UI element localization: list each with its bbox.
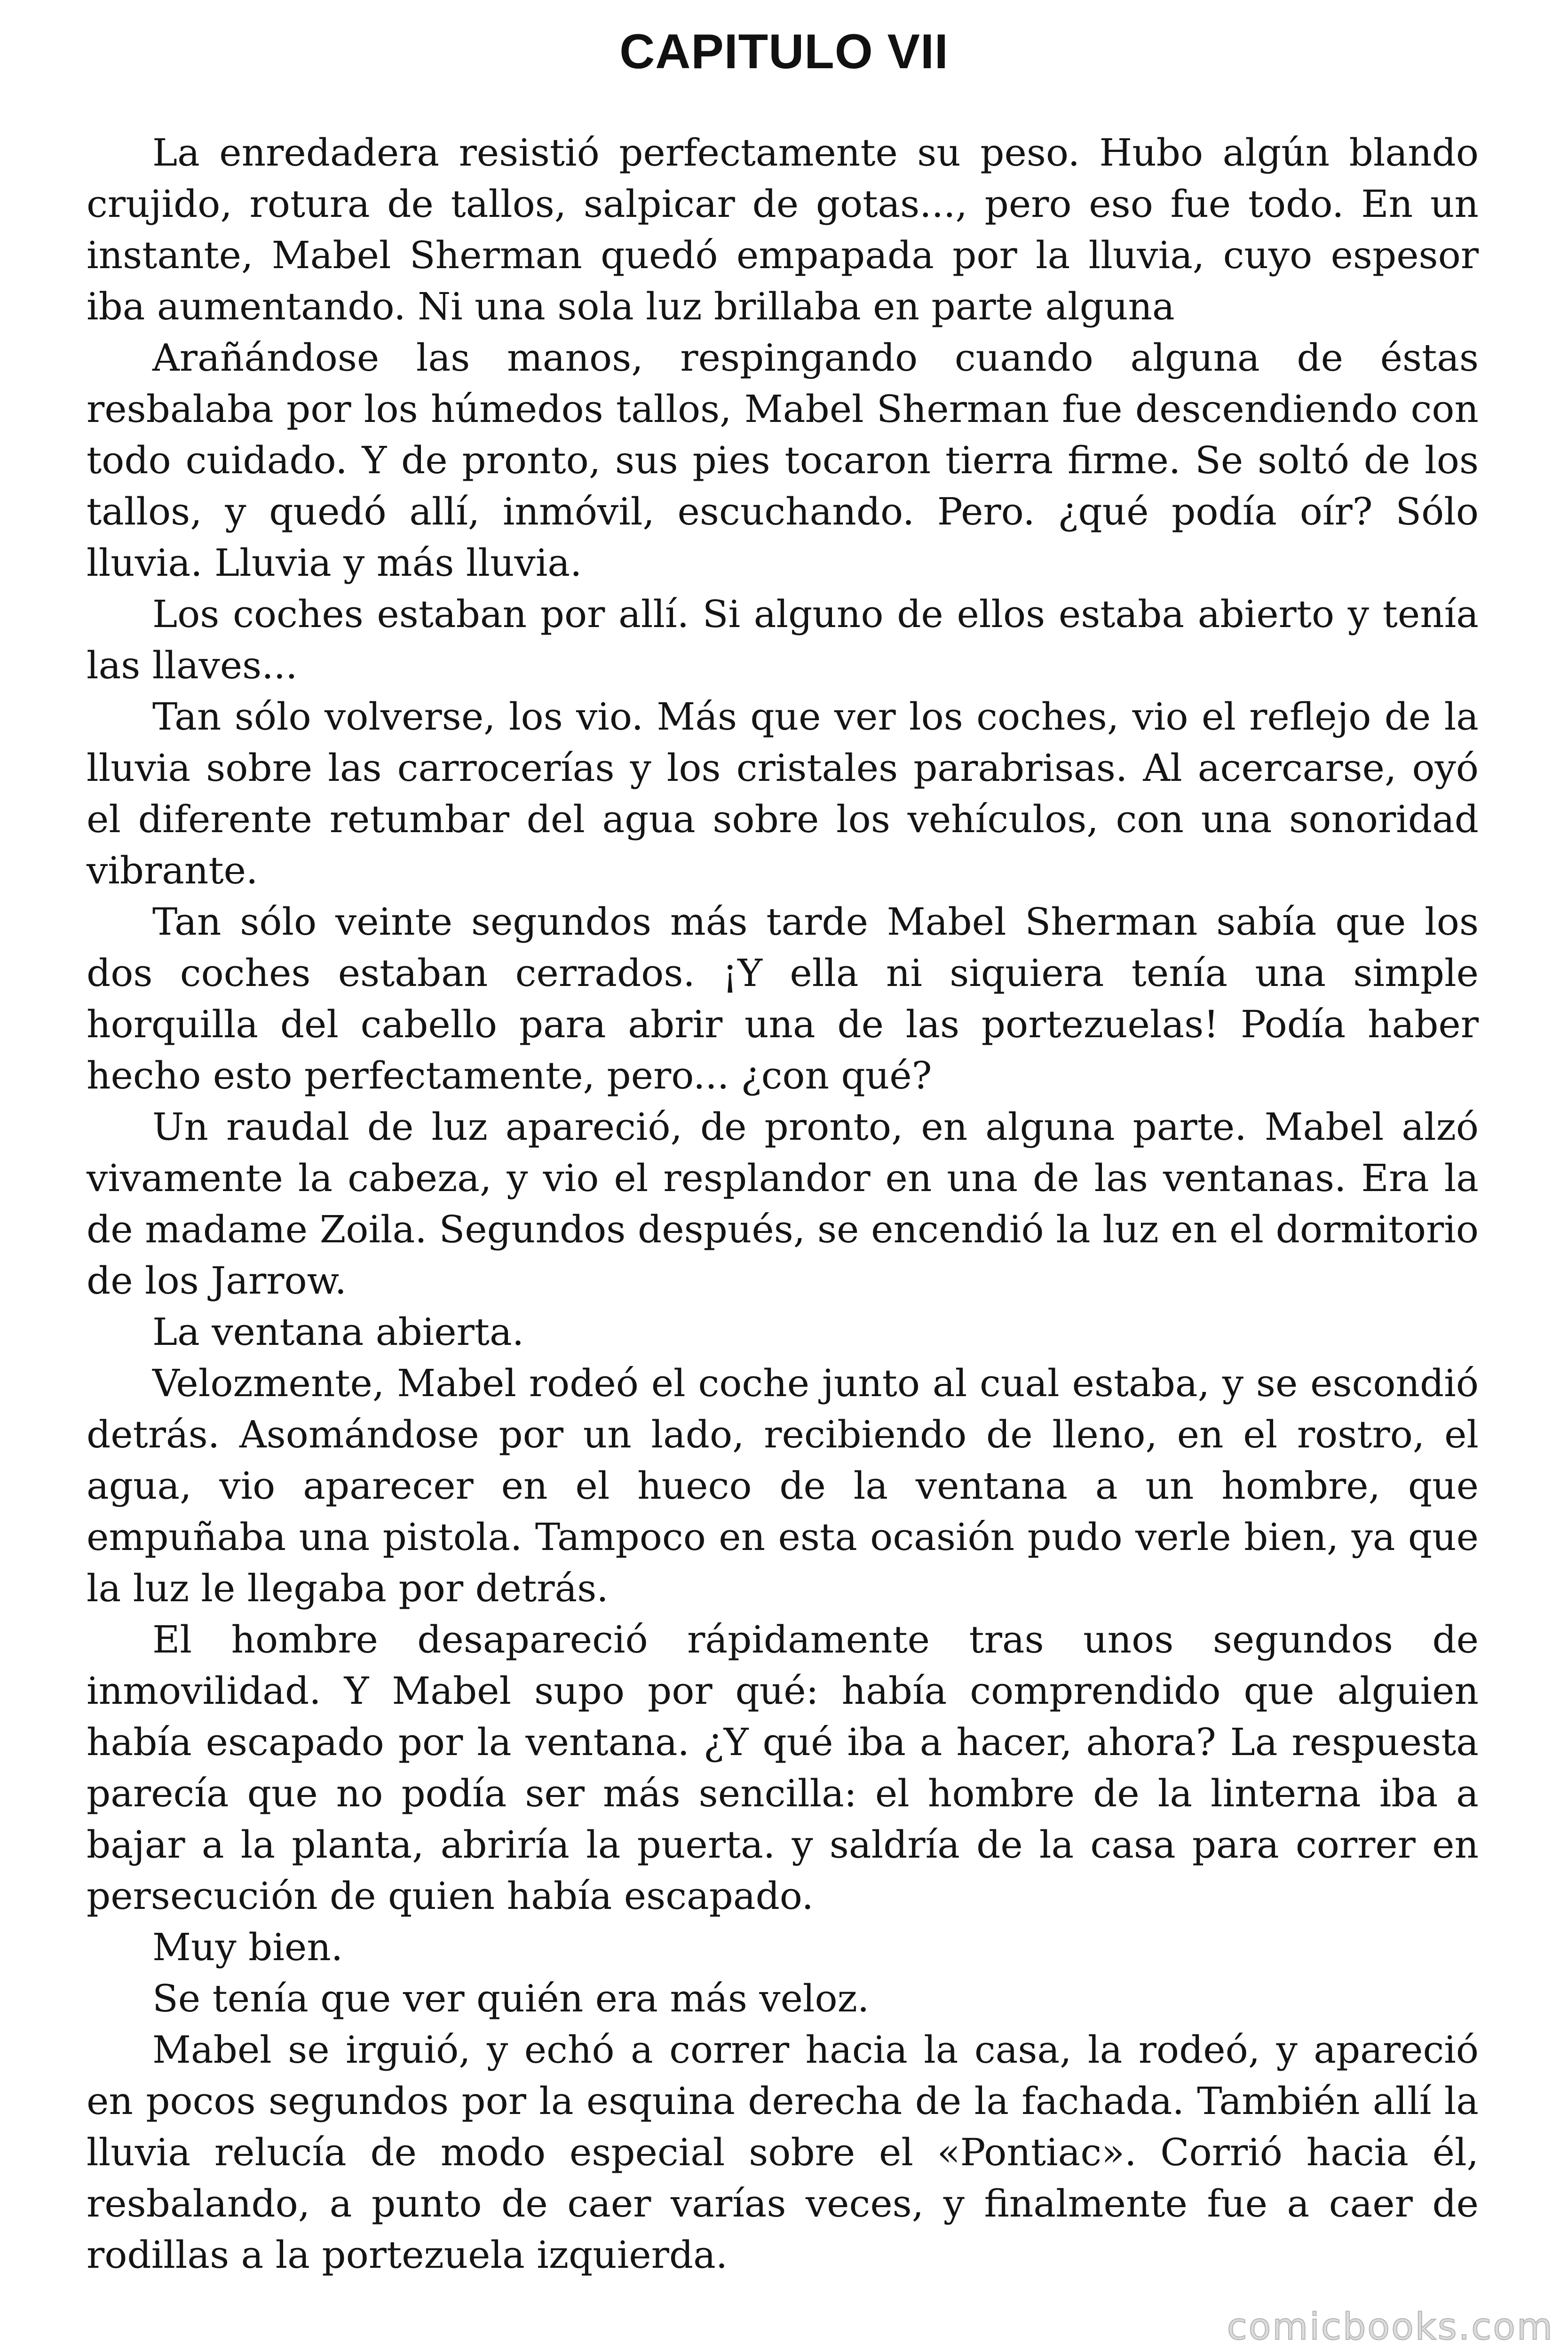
paragraph: La ventana abierta. xyxy=(152,1310,524,1354)
paragraph: Un raudal de luz apareció, de pronto, en alguna parte. Mabel alzó vivamente la cabeza, y vio el resplandor en una de las ventanas. Era la de madame Zoila. Segundos después, se encendió la luz en el dormitorio de los Jarrow. xyxy=(87,1105,1479,1303)
paragraph: Los coches estaban por allí. Si alguno de ellos estaba abierto y tenía las llaves... xyxy=(87,592,1479,687)
paragraph: Muy bien. xyxy=(152,1925,343,1969)
chapter-title: CAPITULO VII xyxy=(619,24,949,79)
paragraph: Tan sólo volverse, los vio. Más que ver los coches, vio el reflejo de la lluvia sobre las carrocerías y los cristales parabrisas. Al acercarse, oyó el diferente retumbar del agua sobre los vehículos, con una sonoridad vibrante. xyxy=(87,695,1479,892)
watermark: comicbooks.com xyxy=(1227,2306,1554,2348)
paragraph: Se tenía que ver quién era más veloz. xyxy=(152,1977,870,2020)
paragraph: El hombre desapareció rápidamente tras unos segundos de inmovilidad. Y Mabel supo por qué: había comprendido que alguien había escapado por la ventana. ¿Y qué iba a hacer, ahora? La respuesta parecía que no podía ser más sencilla: el hombre de la linterna iba a bajar a la planta, abriría la puerta. y saldría de la casa para correr en persecución de quien había escapado. xyxy=(87,1618,1479,1918)
paragraph: Arañándose las manos, respingando cuando alguna de éstas resbalaba por los húmedos tallos, Mabel Sherman fue descendiendo con todo cuidado. Y de pronto, sus pies tocaron tierra firme. Se soltó de los tallos, y quedó allí, inmóvil, escuchando. Pero. ¿qué podía oír? Sólo lluvia. Lluvia y más lluvia. xyxy=(87,336,1479,585)
paragraph: Tan sólo veinte segundos más tarde Mabel Sherman sabía que los dos coches estaban cerrados. ¡Y ella ni siquiera tenía una simple horquilla del cabello para abrir una de las portezuelas! Podía haber hecho esto perfectamente, pero... ¿con qué? xyxy=(87,900,1479,1097)
paragraph: Velozmente, Mabel rodeó el coche junto al cual estaba, y se escondió detrás. Asomándose por un lado, recibiendo de lleno, en el rostro, el agua, vio aparecer en el hueco de la ventana a un hombre, que empuñaba una pistola. Tampoco en esta ocasión pudo verle bien, ya que la luz le llegaba por detrás. xyxy=(87,1361,1479,1610)
chapter-body xyxy=(87,127,1479,2280)
paragraph: Mabel se irguió, y echó a correr hacia la casa, la rodeó, y apareció en pocos segundos por la esquina derecha de la fachada. También allí la lluvia relucía de modo especial sobre el «Pontiac». Corrió hacia él, resbalando, a punto de caer varías veces, y finalmente fue a caer de rodillas a la portezuela izquierda. xyxy=(87,2028,1479,2277)
paragraph: La enredadera resistió perfectamente su peso. Hubo algún blando crujido, rotura de tallos, salpicar de gotas..., pero eso fue todo. En un instante, Mabel Sherman quedó empapada por la lluvia, cuyo espesor iba aumentando. Ni una sola luz brillaba en parte alguna xyxy=(87,131,1479,328)
